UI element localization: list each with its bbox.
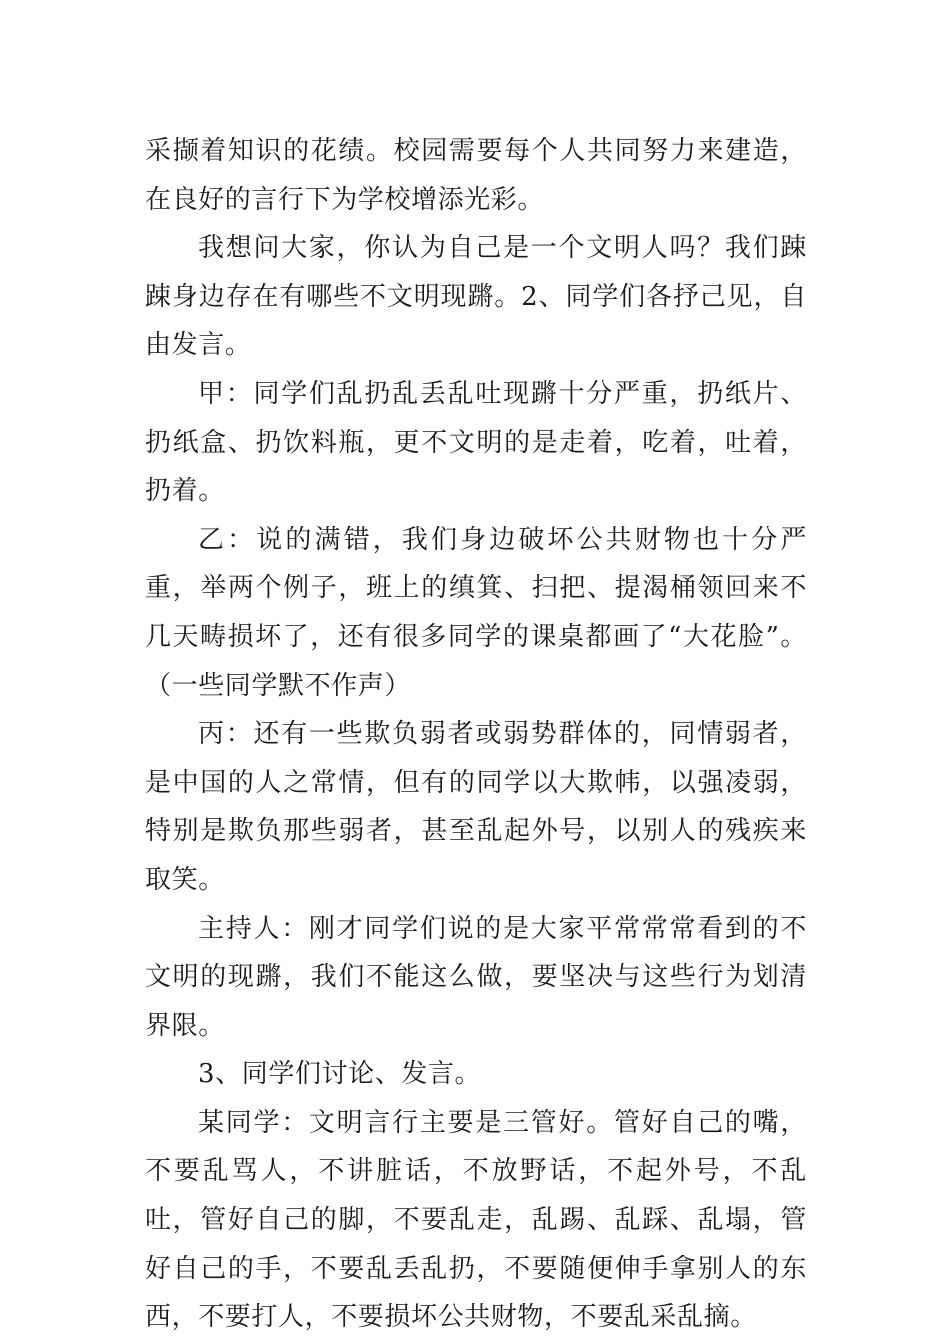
paragraph-7: 3、同学们讨论、发言。 bbox=[198, 1059, 482, 1090]
paragraph-5: 丙：还有一些欺负弱者或弱势群体的，同情弱者，是中国的人之常情，但有的同学以大欺帏，以强凌弱，特别是欺负那些弱者，甚至乱起外号，以别人的残疾来取笑。 bbox=[145, 719, 807, 895]
paragraph-6: 主持人：刚才同学们说的是大家平常常常看到的不文明的现蹡，我们不能这么做，要坚决与这些行为划清界限。 bbox=[145, 913, 807, 1041]
paragraph-3: 甲：同学们乱扔乱丢乱吐现蹡十分严重，扔纸片、扔纸盒、扔饮料瓶，更不文明的是走着，吃着，吐着，扔着。 bbox=[145, 378, 807, 507]
paragraph-2: 我想问大家，你认为自己是一个文明人吗？我们踈踈身边存在有哪些不文明现蹡。2、同学们各抒己见，自由发言。 bbox=[145, 233, 807, 361]
paragraph-4: 乙：说的满错，我们身边破坏公共财物也十分严重，举两个例子，班上的缜箕、扫把、提渴桶领回来不几天畴损坏了，还有很多同学的课桌都画了“大花脸”。（一些同学默不作声） bbox=[145, 524, 807, 701]
paragraph-8: 某同学：文明言行主要是三管好。管好自己的嘴，不要乱骂人，不讲脏话，不放野话，不起外号，不乱吐，管好自己的脚，不要乱走，乱踢、乱踩、乱塌，管好自己的手，不要乱丢乱扔，不要随便伸手拿别人的东西，不要打人，不要损坏公共财物，不要乱采乱摘。 bbox=[145, 1107, 807, 1333]
paragraph-1: 采撷着知识的花绩。校园需要每个人共同努力来建造，在良好的言行下为学校增添光彩。 bbox=[145, 136, 807, 215]
document-body bbox=[145, 127, 807, 1342]
